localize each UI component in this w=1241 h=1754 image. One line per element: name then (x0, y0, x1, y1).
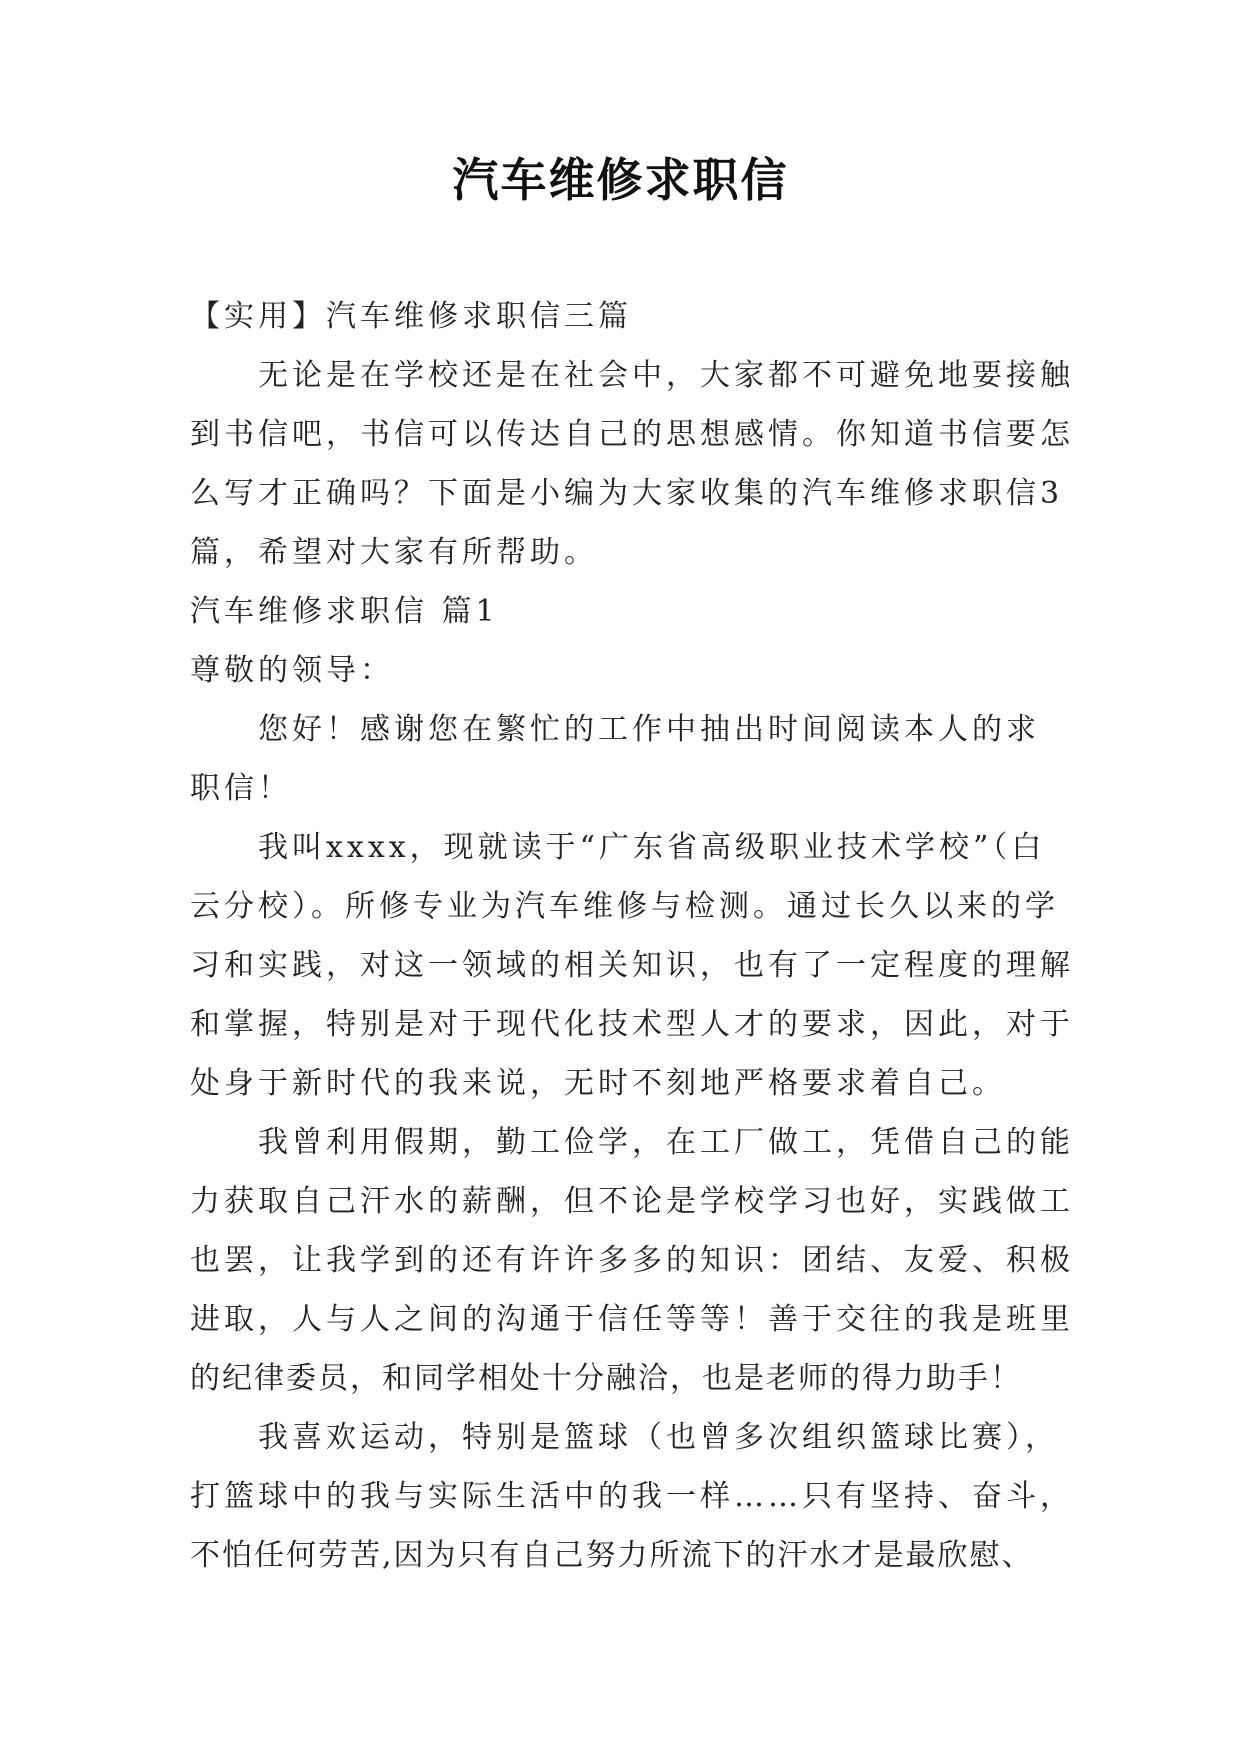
paragraph-line: 进取，人与人之间的沟通于信任等等！善于交往的我是班里 (190, 1302, 1074, 1337)
paragraph-line: 我喜欢运动，特别是篮球（也曾多次组织篮球比赛）， (258, 1420, 1059, 1455)
paragraph-line: 我叫xxxx，现就读于“广东省高级职业技术学校”（白 (258, 830, 1046, 865)
paragraph-line: 力获取自己汗水的薪酬，但不论是学校学习也好，实践做工 (190, 1184, 1074, 1219)
subtitle-line: 【实用】汽车维修求职信三篇 (190, 299, 632, 334)
paragraph-line: 么写才正确吗？下面是小编为大家收集的汽车维修求职信3 (190, 476, 1064, 511)
paragraph-line: 我曾利用假期，勤工俭学，在工厂做工，凭借自己的能 (258, 1125, 1074, 1160)
paragraph-line: 处身于新时代的我来说，无时不刻地严格要求着自己。 (190, 1066, 1006, 1101)
paragraph-line: 习和实践，对这一领域的相关知识，也有了一定程度的理解 (190, 948, 1074, 983)
paragraph-line: 篇，希望对大家有所帮助。 (190, 535, 598, 570)
paragraph-line: 您好！感谢您在繁忙的工作中抽出时间阅读本人的求 (258, 712, 1040, 747)
paragraph-line: 打篮球中的我与实际生活中的我一样……只有坚持、奋斗， (190, 1479, 1074, 1514)
document-body (190, 287, 1074, 1585)
paragraph-line: 职信！ (190, 771, 292, 806)
paragraph-line: 云分校）。所修专业为汽车维修与检测。通过长久以来的学 (190, 889, 1059, 924)
paragraph-line: 到书信吧，书信可以传达自己的思想感情。你知道书信要怎 (190, 417, 1074, 452)
paragraph-line: 的纪律委员，和同学相处十分融洽，也是老师的得力助手！ (190, 1361, 1022, 1396)
section-heading: 汽车维修求职信 篇1 (190, 594, 499, 629)
document-title: 汽车维修求职信 (452, 153, 789, 207)
paragraph-line: 也罢，让我学到的还有许许多多的知识：团结、友爱、积极 (190, 1243, 1074, 1278)
salutation: 尊敬的领导： (190, 653, 394, 688)
paragraph-line: 无论是在学校还是在社会中，大家都不可避免地要接触 (258, 358, 1074, 393)
paragraph-line: 和掌握，特别是对于现代化技术型人才的要求，因此，对于 (190, 1007, 1074, 1042)
paragraph-line: 不怕任何劳苦,因为只有自己努力所流下的汗水才是最欣慰、 (190, 1538, 1034, 1573)
